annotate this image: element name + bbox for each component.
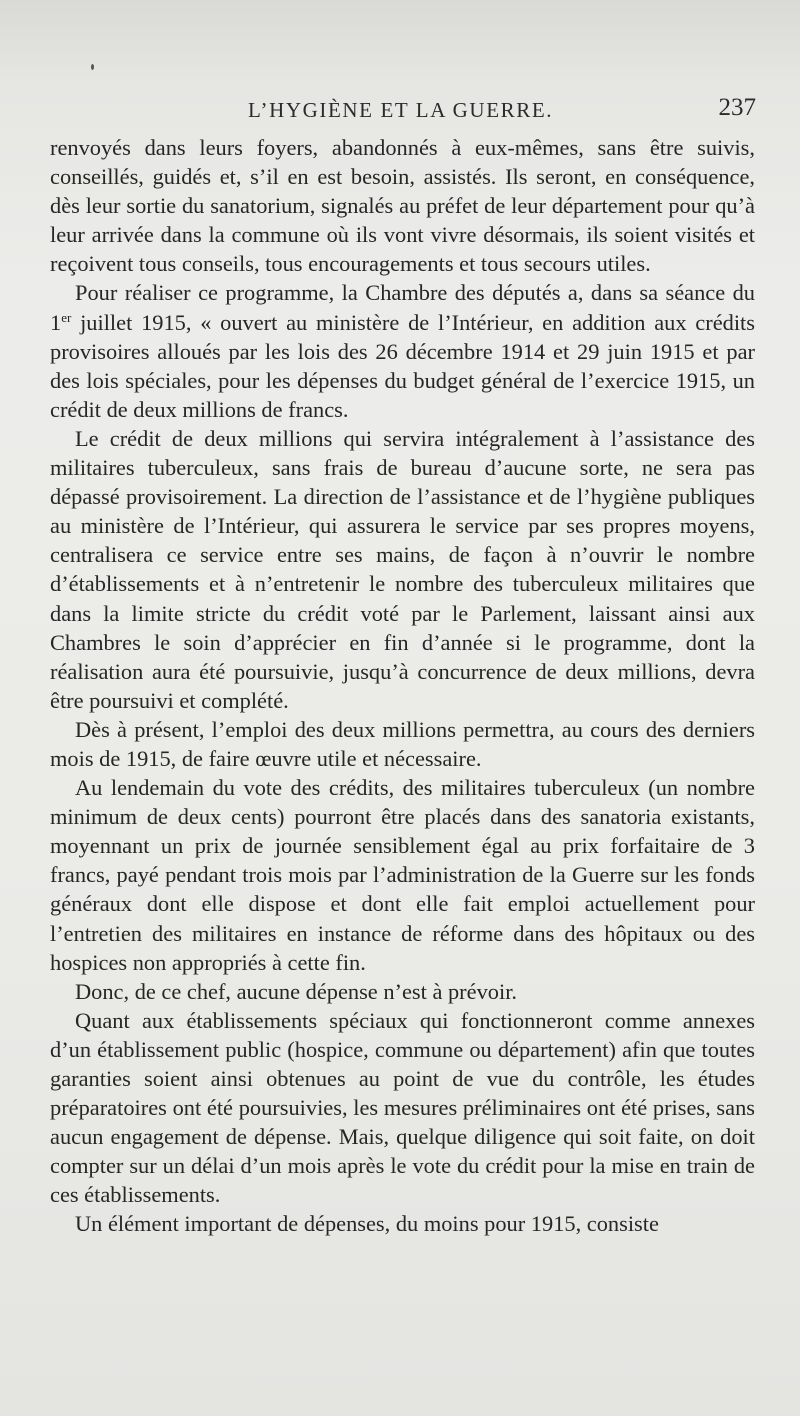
body-text [50, 133, 755, 1239]
paragraph-6: Donc, de ce chef, aucune dépense n’est à prévoir. [75, 978, 518, 1004]
ordinal-superscript: er [61, 309, 72, 325]
paragraph-2-start: Pour réaliser ce programme, la Chambre des députés a, dans sa séance du 1 [50, 280, 755, 335]
running-title: L’HYGIÈNE ET LA GUERRE. [248, 98, 554, 122]
paragraph-4: Dès à présent, l’emploi des deux millions permettra, au cours des derniers mois de 1915, de faire œuvre utile et nécessaire. [50, 716, 755, 771]
paragraph-3: Le crédit de deux millions qui servira intégralement à l’assistance des militaires tuberculeux, sans frais de bureau d’aucune sorte, ne sera pas dépassé provisoirement. La direction de l’assistance et de l’hygiène publiques au ministère de l’Intérieur, qui assurera le service par ses propres moyens, centralisera ce service entre ses mains, de façon à n’ouvrir le nombre d’établissements et à n’entretenir le nombre des tuberculeux militaires que dans la limite stricte du crédit voté par le Parlement, laissant ainsi aux Chambres le soin d’apprécier en fin d’année si le programme, dont la réalisation aura été poursuivie, jusqu’à concurrence de deux millions, devra être poursuivi et complété. [50, 425, 755, 713]
paragraph-2-end: juillet 1915, « ouvert au ministère de l’Intérieur, en addition aux crédits provisoires alloués par les lois des 26 décembre 1914 et 29 juin 1915 et par des lois spéciales, pour les dépenses du budget général de l’exercice 1915, un crédit de deux millions de francs. [50, 309, 755, 422]
paragraph-8: Un élément important de dépenses, du moins pour 1915, consiste [75, 1211, 659, 1237]
paragraph-1: renvoyés dans leurs foyers, abandonnés à eux-mêmes, sans être suivis, conseillés, guidés et, s’il en est besoin, assistés. Ils seront, en conséquence, dès leur sortie du sanatorium, signalés au préfet de leur département pour qu’à leur arrivée dans la commune où ils vont vivre désormais, ils soient visités et reçoivent tous conseils, tous encouragements et tous secours utiles. [50, 135, 755, 277]
paragraph-2 [50, 278, 755, 423]
paragraph-7: Quant aux établissements spéciaux qui fonctionneront comme annexes d’un établissement public (hospice, commune ou département) afin que toutes garanties soient ainsi obtenues au point de vue du contrôle, les études préparatoires ont été poursuivies, les mesures préliminaires ont été prises, sans aucun engagement de dépense. Mais, quelque diligence qui soit faite, on doit compter sur un délai d’un mois après le vote du crédit pour la mise en train de ces établissements. [50, 1007, 755, 1208]
ink-speck [91, 64, 94, 70]
page-header [0, 94, 800, 128]
paragraph-5: Au lendemain du vote des crédits, des militaires tuberculeux (un nombre minimum de deux cents) pourront être placés dans des sanatoria existants, moyennant un prix de journée sensiblement égal au prix forfaitaire de 3 francs, payé pendant trois mois par l’administration de la Guerre sur les fonds généraux dont elle dispose et dont elle fait emploi actuellement pour l’entretien des militaires en instance de réforme dans des hôpitaux ou des hospices non appropriés à cette fin. [50, 775, 755, 975]
page-number: 237 [718, 94, 756, 121]
